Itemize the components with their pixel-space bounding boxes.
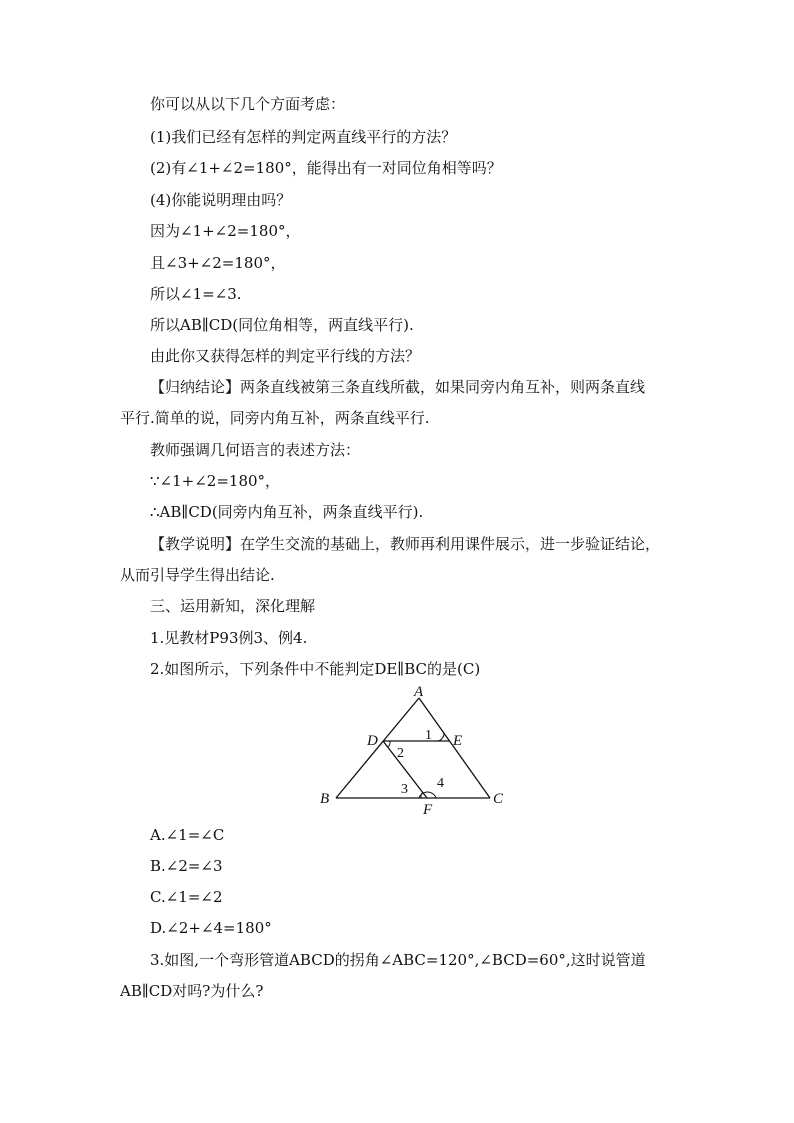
- option-d: D.∠2+∠4=180°: [150, 919, 272, 937]
- section-heading: 三、运用新知，深化理解: [150, 597, 316, 615]
- point-f-label: F: [423, 802, 433, 818]
- option-b: B.∠2=∠3: [150, 857, 223, 875]
- point-b-label: B: [320, 791, 330, 807]
- text-line: 因为∠1+∠2=180°，: [150, 222, 301, 240]
- text-line: 教师强调几何语言的表述方法：: [150, 441, 361, 459]
- text-line: 1.见教材P93例3、例4.: [150, 629, 308, 647]
- text-line: 从而引导学生得出结论.: [120, 566, 275, 584]
- text-line: (4)你能说明理由吗？: [150, 191, 292, 209]
- angle-2-label: 2: [397, 746, 404, 761]
- text-line: 所以AB∥CD(同位角相等，两直线平行).: [150, 316, 414, 334]
- text-line: 你可以从以下几个方面考虑：: [150, 95, 346, 113]
- text-line: ∴AB∥CD(同旁内角互补，两条直线平行).: [150, 503, 424, 521]
- angle-2-arc: [388, 741, 390, 747]
- angle-1-arc: [438, 733, 444, 741]
- point-d-label: D: [367, 733, 378, 749]
- point-c-label: C: [493, 791, 504, 807]
- text-line: 所以∠1=∠3.: [150, 285, 242, 303]
- text-line: ∵∠1+∠2=180°，: [150, 472, 281, 490]
- question-line: 2.如图所示，下列条件中不能判定DE∥BC的是(C): [150, 660, 481, 678]
- question-line: 3.如图,一个弯形管道ABCD的拐角∠ABC=120°,∠BCD=60°,这时说管道: [150, 951, 646, 969]
- text-line: 由此你又获得怎样的判定平行线的方法？: [150, 347, 421, 365]
- text-line: (1)我们已经有怎样的判定两直线平行的方法？: [150, 128, 457, 146]
- option-c: C.∠1=∠2: [150, 888, 223, 906]
- question-line: AB∥CD对吗?为什么?: [120, 982, 264, 1000]
- text-line: 且∠3+∠2=180°，: [150, 254, 286, 272]
- triangle-figure: [310, 682, 520, 822]
- option-a: A.∠1=∠C: [150, 826, 225, 844]
- text-line: 平行.简单的说，同旁内角互补，两条直线平行.: [120, 409, 430, 427]
- triangle-diagram: [310, 682, 520, 822]
- text-line: (2)有∠1+∠2=180°，能得出有一对同位角相等吗？: [150, 159, 502, 177]
- angle-4-label: 4: [437, 776, 444, 791]
- point-e-label: E: [453, 733, 463, 749]
- angle-1-label: 1: [425, 728, 432, 743]
- point-a-label: A: [414, 684, 424, 700]
- teaching-note-line: 【教学说明】在学生交流的基础上，教师再利用课件展示，进一步验证结论，: [150, 535, 661, 553]
- conclusion-heading-line: 【归纳结论】两条直线被第三条直线所截，如果同旁内角互补，则两条直线: [150, 378, 646, 396]
- angle-3-label: 3: [401, 782, 408, 797]
